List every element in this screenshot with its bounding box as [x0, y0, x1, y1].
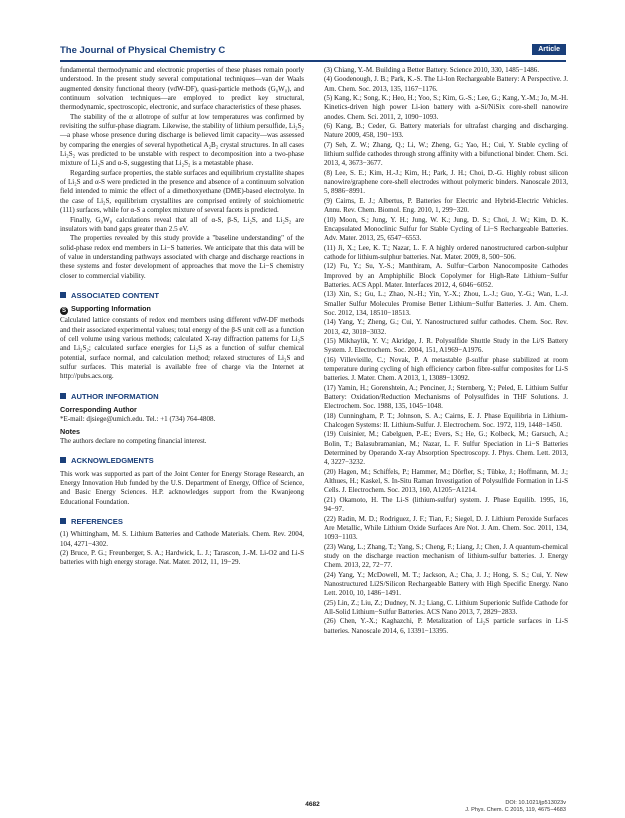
section-square-icon	[60, 393, 66, 399]
references-heading: REFERENCES	[60, 517, 304, 526]
footer-doi	[465, 800, 566, 814]
left-column	[60, 66, 304, 568]
body-paragraph: The stability of the α allotrope of sulfur at low temperatures was confirmed by revisiting the sulfur-phase diagram. Likewise, the stability of lithium persulfide, Li₂S₂—a phase whose presence during discharge is believed limit capacity—was assessed by comparing the energies of several hypothetical A₂B₂ crystal structures. In all cases Li₂S₂ was predicted to be unstable with respect to decomposition into a two-phase mixture of Li₂S and α-S, suggesting that Li₂S₂ is a metastable phase.	[60, 112, 304, 168]
doi-text[interactable]: DOI: 10.1021/jp513023v	[505, 800, 566, 806]
reference-item[interactable]: (10) Moon, S.; Jung, Y. H.; Jung, W. K.; Jung, D. S.; Choi, J. W.; Kim, D. K. Encapsulated Monoclinic Sulfur for Stable Cycling of Li−S Rechargeable Batteries. Adv. Mater. 2013, 25, 6547−6553.	[324, 215, 568, 243]
reference-item[interactable]: (26) Chen, Y.-X.; Kaghazchi, P. Metalization of Li₂S particle surfaces in Li-S batteries. Nanoscale 2014, 6, 13391−13395.	[324, 617, 568, 635]
reference-item[interactable]: (2) Bruce, P. G.; Freunberger, S. A.; Hardwick, L. J.; Tarascon, J.-M. Li-O2 and Li-S batteries with high energy storage. Nat. Mater. 2012, 11, 19−29.	[60, 549, 304, 567]
reference-item[interactable]: (1) Whittingham, M. S. Lithium Batteries and Cathode Materials. Chem. Rev. 2004, 104, 4271−4302.	[60, 530, 304, 548]
body-paragraph: fundamental thermodynamic and electronic properties of these phases remain poorly understood. In the present study several computational techniques—van der Waals augmented density functional theory (vdW-DF), quasi-particle methods (G₀W₀), and continuum solvation techniques—are employed to predict key structural, thermodynamic, spectroscopic, electronic, and surface characteristics of these phases.	[60, 66, 304, 112]
reference-item[interactable]: (19) Cuisinier, M.; Cabelguen, P.-E.; Evers, S.; He, G.; Kolbeck, M.; Garsuch, A.; Bolin, T.; Balasubramanian, M.; Nazar, L. F. Sulfur Speciation in Li−S Batteries Determined by Operando X-ray Absorption Spectroscopy. J. Phys. Chem. Lett. 2013, 4, 3227−3232.	[324, 430, 568, 467]
corresponding-author-heading: Corresponding Author	[60, 405, 137, 414]
page-header	[60, 45, 566, 59]
reference-item[interactable]: (20) Hagen, M.; Schiffels, P.; Hammer, M.; Dörfler, S.; Tübke, J.; Hoffmann, M. J.; Althues, H.; Kaskel, S. In-Situ Raman Investigation of Polysulfide Formation in Li-S Cells. J. Electrochem. Soc. 2013, 160, A1205−A1214.	[324, 467, 568, 495]
body-paragraph: Finally, G₀W₀ calculations reveal that all of α-S, β-S, Li₂S, and Li₂S₂ are insulators with band gaps greater than 2.5 eV.	[60, 215, 304, 233]
reference-item[interactable]: (14) Yang, Y.; Zheng, G.; Cui, Y. Nanostructured sulfur cathodes. Chem. Soc. Rev. 2013, 42, 3018−3032.	[324, 318, 568, 336]
reference-item[interactable]: (4) Goodenough, J. B.; Park, K.-S. The Li-Ion Rechargeable Battery: A Perspective. J. Am. Chem. Soc. 2013, 135, 1167−1176.	[324, 75, 568, 93]
body-paragraph: The properties revealed by this study provide a "baseline understanding" of the solid-phase redox end members in Li−S batteries. We anticipate that this data will be of value in understanding pathways associated with charge and discharge reactions in these systems and foster development of approaches that move the Li−S chemistry closer to commercial viability.	[60, 234, 304, 280]
reference-item[interactable]: (6) Kang, B.; Ceder, G. Battery materials for ultrafast charging and discharging. Nature 2009, 458, 190−193.	[324, 122, 568, 140]
reference-item[interactable]: (16) Villevieille, C.; Novak, P. A metastable β-sulfur phase stabilized at room temperature during cycling of high efficiency carbon fibre-sulfur composites for Li-S batteries. J. Mater. Chem. A 2013, 1, 13089−13092.	[324, 355, 568, 383]
supporting-info-heading[interactable]: S Supporting Information	[61, 304, 151, 315]
header-rule	[60, 60, 566, 62]
reference-item[interactable]: (21) Okamoto, H. The Li-S (lithium-sulfur) system. J. Phase Equilib. 1995, 16, 94−97.	[324, 495, 568, 514]
reference-item[interactable]: (8) Lee, S. E.; Kim, H.-J.; Kim, H.; Park, J. H.; Choi, D.-G. Highly robust silicon nanowire/graphene core-shell electrodes without polymeric binders. Nanoscale 2013, 5, 8986−8991.	[324, 168, 568, 196]
journal-title[interactable]: The Journal of Physical Chemistry C	[60, 45, 226, 56]
author-email[interactable]: *E-mail: djsiege@umich.edu. Tel.: +1 (734) 764-4808.	[60, 415, 216, 424]
section-square-icon	[60, 292, 66, 298]
reference-item[interactable]: (12) Fu, Y.; Su, Y.-S.; Manthiram, A. Sulfur−Carbon Nanocomposite Cathodes Improved by an Amphiphilic Block Copolymer for High-Rate Lithium−Sulfur Batteries. ACS Appl. Mater. Interfaces 2012, 4, 6046−6052.	[324, 262, 568, 289]
article-tag: Article	[532, 44, 566, 55]
reference-item[interactable]: (18) Cunningham, P. T.; Johnson, S. A.; Cairns, E. J. Phase Equilibria in Lithium-Chalcogen Systems: II. Lithium-Sulfur. J. Electrochem. Soc. 1972, 119, 1448−1450.	[324, 411, 568, 430]
reference-item[interactable]: (5) Kang, K.; Song, K.; Heo, H.; Yoo, S.; Kim, G.-S.; Lee, G.; Kang, Y.-M.; Jo, M.-H. Kinetics-driven high power Li-ion battery with a-Si/NiSix core-shell nanowire anodes. Chem. Sci. 2011, 2, 1090−1093.	[324, 94, 568, 121]
reference-item[interactable]: (24) Yang, Y.; McDowell, M. T.; Jackson, A.; Cha, J. J.; Hong, S. S.; Cui, Y. New Nanostructured Li2S/Silicon Rechargeable Battery with High Specific Energy. Nano Lett. 2010, 10, 1486−1491.	[324, 570, 568, 598]
section-square-icon	[60, 518, 66, 524]
reference-item[interactable]: (13) Xin, S.; Gu, L.; Zhao, N.-H.; Yin, Y.-X.; Zhou, L.-J.; Guo, Y.-G.; Wan, L.-J. Smaller Sulfur Molecules Promise Better Lithium−Sulfur Batteries. J. Am. Chem. Soc. 2012, 134, 18510−18513.	[324, 290, 568, 317]
notes-text: The authors declare no competing financial interest.	[60, 437, 207, 446]
page-number: 4682	[305, 801, 320, 808]
right-column	[324, 66, 568, 636]
citation-text: J. Phys. Chem. C 2015, 119, 4675−4683	[465, 807, 566, 813]
reference-item[interactable]: (11) Ji, X.; Lee, K. T.; Nazar, L. F. A highly ordered nanostructured carbon-sulphur cathode for lithium-sulphur batteries. Nat. Mater. 2009, 8, 500−506.	[324, 243, 568, 261]
supporting-info-text: Calculated lattice constants of redox end members using different vdW-DF methods and their associated experimental values; total energy of the β-S unit cell as a function of cell volume using various methods; calculated X-ray diffraction patterns for Li₂S and Li₂S₂; calculated surface energies for Li₂S as a function of sulfur chemical potential, surface normal, and calculation method; relaxed structures of Li₂S and sulfur surfaces. This material is available free of charge via the Internet at http://pubs.acs.org.	[60, 316, 304, 381]
notes-heading: Notes	[60, 426, 80, 436]
section-square-icon	[60, 457, 66, 463]
reference-item[interactable]: (15) Mikhaylik, Y. V.; Akridge, J. R. Polysulfide Shuttle Study in the Li/S Battery System. J. Electrochem. Soc. 2004, 151, A1969−A1976.	[324, 336, 568, 355]
associated-content-heading: ASSOCIATED CONTENT	[60, 291, 304, 300]
author-info-heading: AUTHOR INFORMATION	[60, 392, 304, 401]
body-paragraph: Regarding surface properties, the stable surfaces and equilibrium crystallite shapes of Li₂S and α-S were predicted in the presence and absence of a continuum solvation field intended to mimic the effect of a dimethoxyethane (DME)-based electrolyte. In the case of Li₂S, equilibrium crystallites are comprised entirely of stoichiometric (111) surfaces, while for α-S a complex mixture of several facets is predicted.	[60, 168, 304, 215]
reference-item[interactable]: (22) Radin, M. D.; Rodriguez, J. F.; Tian, F.; Siegel, D. J. Lithium Peroxide Surfaces Are Metallic, While Lithium Oxide Surfaces Are Not. J. Am. Chem. Soc. 2011, 134, 1093−1103.	[324, 514, 568, 542]
supporting-info-icon[interactable]: S	[61, 308, 66, 315]
reference-item[interactable]: (25) Lin, Z.; Liu, Z.; Dudney, N. J.; Liang, C. Lithium Superionic Sulfide Cathode for All-Solid Lithium−Sulfur Batteries. ACS Nano 2013, 7, 2829−2833.	[324, 598, 568, 616]
reference-item[interactable]: (17) Yamin, H.; Gorenshtein, A.; Penciner, J.; Sternberg, Y.; Peled, E. Lithium Sulfur Battery: Oxidation/Reduction Mechanisms of Polysulfides in THF Solutions. J. Electrochem. Soc. 1988, 135, 1045−1048.	[324, 383, 568, 411]
reference-item[interactable]: (3) Chiang, Y.-M. Building a Better Battery. Science 2010, 330, 1485−1486.	[324, 66, 540, 74]
reference-item[interactable]: (9) Cairns, E. J.; Albertus, P. Batteries for Electric and Hybrid-Electric Vehicles. Annu. Rev. Chem. Biomol. Eng. 2010, 1, 299−320.	[324, 196, 568, 215]
reference-item[interactable]: (23) Wang, L.; Zhang, T.; Yang, S.; Cheng, F.; Liang, J.; Chen, J. A quantum-chemical study on the discharge reaction mechanism of lithium-sulfur batteries. J. Energy Chem. 2013, 22, 72−77.	[324, 542, 568, 570]
reference-item[interactable]: (7) Seh, Z. W.; Zhang, Q.; Li, W.; Zheng, G.; Yao, H.; Cui, Y. Stable cycling of lithium sulfide cathodes through strong affinity with a bifunctional binder. Chem. Sci. 2013, 4, 3673−3677.	[324, 140, 568, 168]
acknowledgments-text: This work was supported as part of the Joint Center for Energy Storage Research, an Energy Innovation Hub funded by the U.S. Department of Energy, Office of Science, and Basic Energy Sciences. H.P. acknowledges support from the Kwanjeong Educational Foundation.	[60, 469, 304, 506]
acknowledgments-heading: ACKNOWLEDGMENTS	[60, 456, 304, 465]
